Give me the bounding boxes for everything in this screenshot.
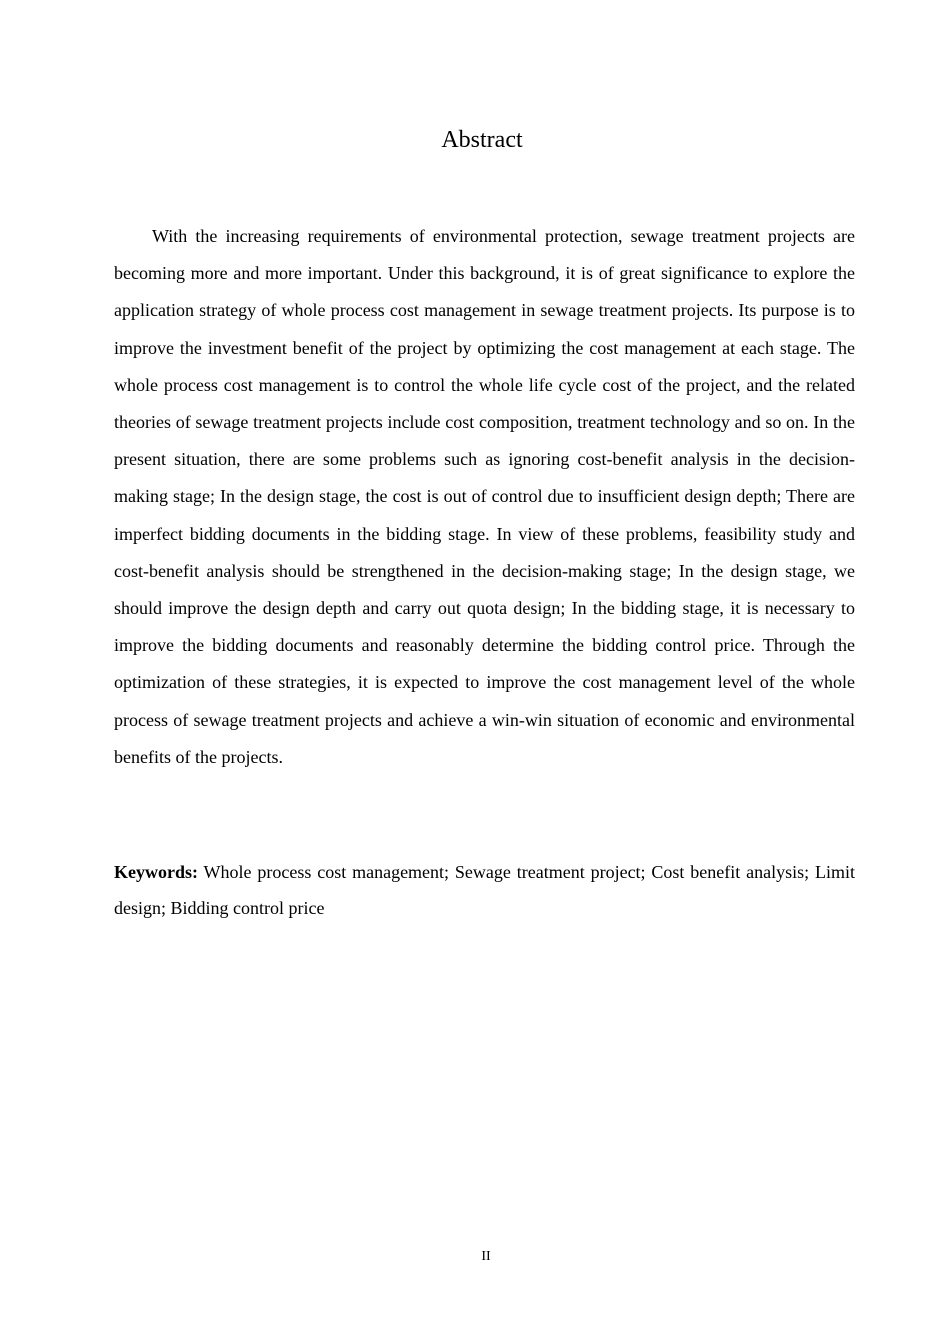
page-number: II	[481, 1249, 491, 1264]
keywords-paragraph	[114, 854, 855, 926]
keywords-label: Keywords:	[114, 862, 198, 882]
page-title: Abstract	[441, 127, 523, 153]
abstract-paragraph: With the increasing requirements of environmental protection, sewage treatment projects are becoming more and more important. Under this background, it is of great significance to explore the application strategy of whole process cost management in sewage treatment projects. Its purpose is to improve the investment benefit of the project by optimizing the cost management at each stage. The whole process cost management is to control the whole life cycle cost of the project, and the related theories of sewage treatment projects include cost composition, treatment technology and so on. In the present situation, there are some problems such as ignoring cost-benefit analysis in the decision-making stage; In the design stage, the cost is out of control due to insufficient design depth; There are imperfect bidding documents in the bidding stage. In view of these problems, feasibility study and cost-benefit analysis should be strengthened in the decision-making stage; In the design stage, we should improve the design depth and carry out quota design; In the bidding stage, it is necessary to improve the bidding documents and reasonably determine the bidding control price. Through the optimization of these strategies, it is expected to improve the cost management level of the whole process of sewage treatment projects and achieve a win-win situation of economic and environmental benefits of the projects.	[114, 226, 855, 767]
keywords-text: Whole process cost management; Sewage treatment project; Cost benefit analysis; Limit design; Bidding control price	[114, 862, 855, 918]
